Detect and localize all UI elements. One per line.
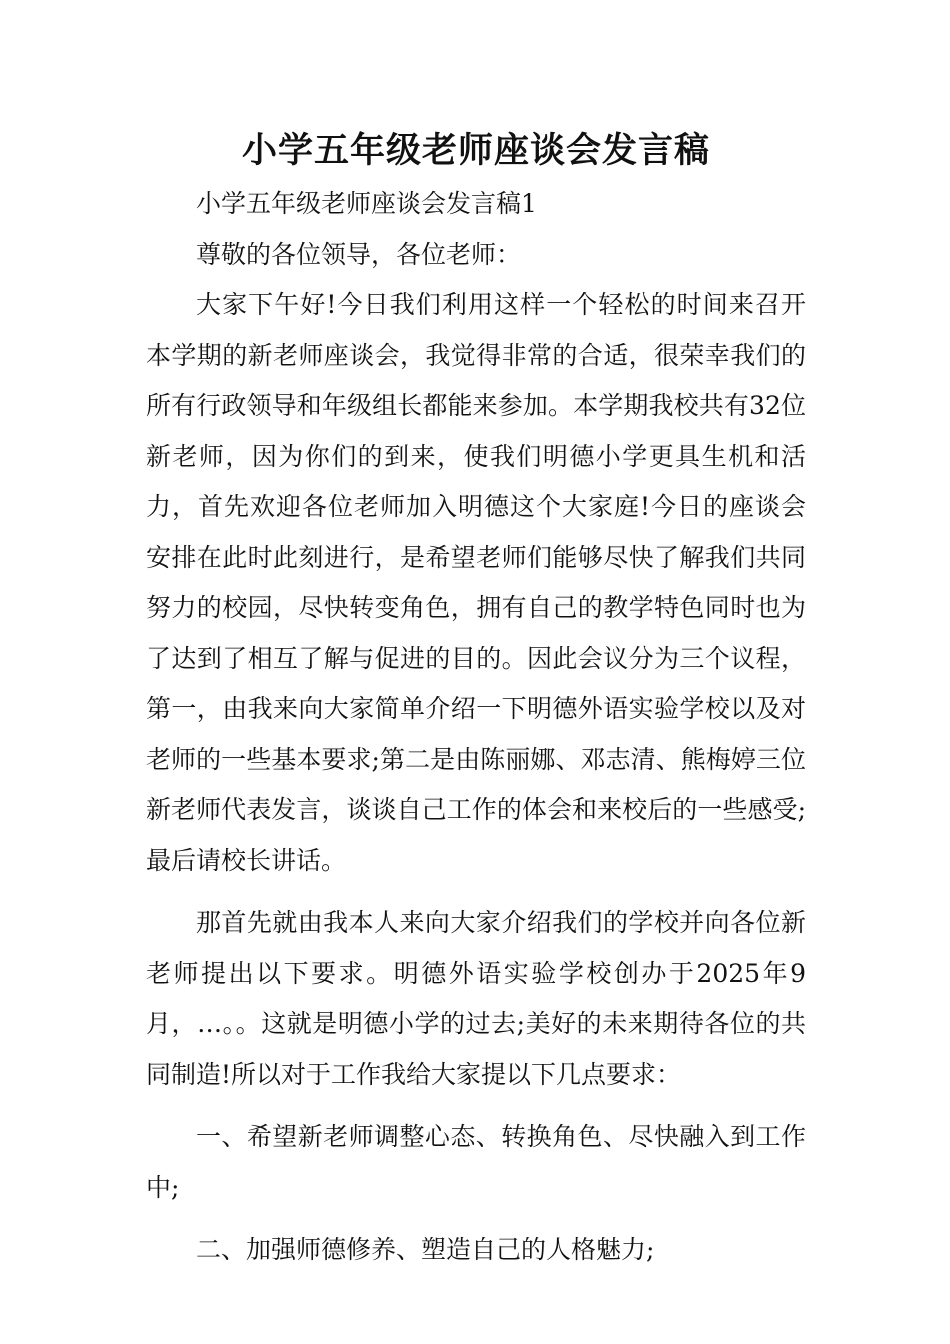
document-subtitle: 小学五年级老师座谈会发言稿1 bbox=[196, 189, 537, 218]
requirement-item: 二、加强师德修养、塑造自己的人格魅力; bbox=[196, 1235, 655, 1264]
document-title: 小学五年级老师座谈会发言稿 bbox=[241, 130, 710, 171]
body-paragraph: 大家下午好!今日我们利用这样一个轻松的时间来召开本学期的新老师座谈会，我觉得非常的合适，很荣幸我们的所有行政领导和年级组长都能来参加。本学期我校共有32位新老师，因为你们的到来，使我们明德小学更具生机和活力，首先欢迎各位老师加入明德这个大家庭!今日的座谈会安排在此时此刻进行，是希望老师们能够尽快了解我们共同努力的校园，尽快转变角色，拥有自己的教学特色同时也为了达到了相互了解与促进的目的。因此会议分为三个议程，第一，由我来向大家简单介绍一下明德外语实验学校以及对老师的一些基本要求;第二是由陈丽娜、邓志清、熊梅婷三位新老师代表发言，谈谈自己工作的体会和来校后的一些感受;最后请校长讲话。 bbox=[146, 290, 806, 875]
body-paragraph: 那首先就由我本人来向大家介绍我们的学校并向各位新老师提出以下要求。明德外语实验学校创办于2025年9月，…。。这就是明德小学的过去;美好的未来期待各位的共同制造!所以对于工作我给大家提以下几点要求： bbox=[146, 908, 806, 1089]
salutation: 尊敬的各位领导，各位老师： bbox=[196, 239, 522, 269]
requirement-item: 一、希望新老师调整心态、转换角色、尽快融入到工作中; bbox=[146, 1122, 806, 1202]
